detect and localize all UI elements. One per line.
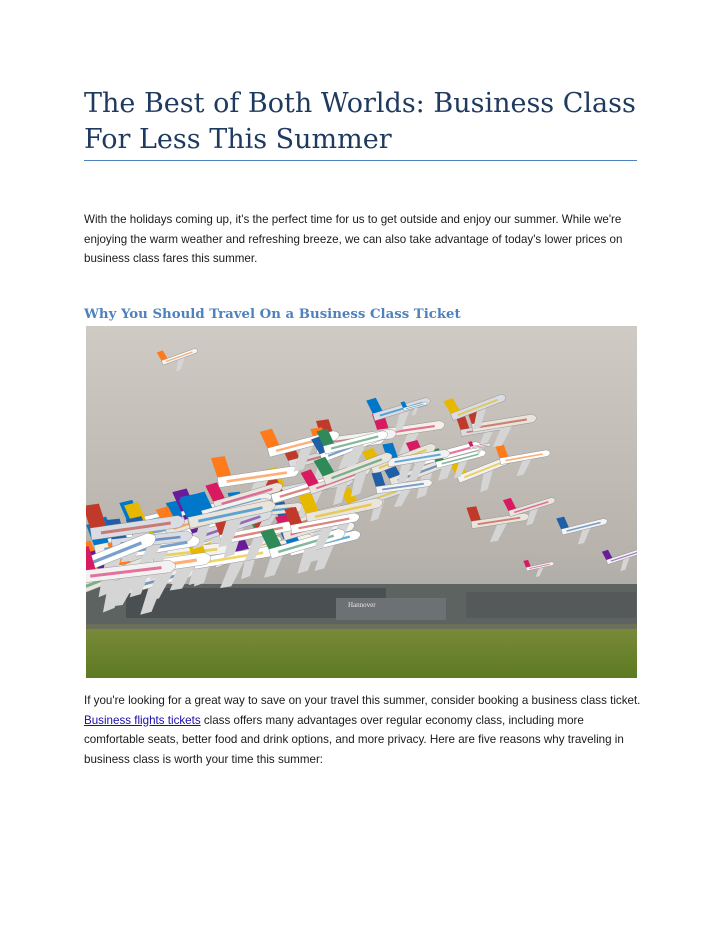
body-paragraph bbox=[84, 691, 644, 769]
photo-airplanes-taking-off-icon bbox=[86, 326, 637, 678]
title-underline bbox=[84, 160, 637, 161]
body-text-after-link: class offers many advantages over regular economy class, including more comfortable seats, better food and drink options, and more privacy. Here are five reasons why traveling in business class is worth your time this summer: bbox=[84, 713, 624, 766]
intro-paragraph: With the holidays coming up, it's the perfect time for us to get outside and enjoy our summer. While we're enjoying the warm weather and refreshing breeze, we can also take advantage of today's lower prices on business class fares this summer. bbox=[84, 213, 623, 265]
terminal-sign: Hannover bbox=[348, 601, 376, 609]
page-title: The Best of Both Worlds: Business Class For Less This Summer bbox=[84, 88, 636, 155]
airplanes-photo bbox=[86, 326, 637, 678]
business-flights-link[interactable]: Business flights tickets bbox=[84, 713, 201, 727]
body-text-before-link: If you're looking for a great way to save on your travel this summer, consider booking a business class ticket. bbox=[84, 694, 641, 707]
section-heading: Why You Should Travel On a Business Class Ticket bbox=[84, 307, 461, 322]
